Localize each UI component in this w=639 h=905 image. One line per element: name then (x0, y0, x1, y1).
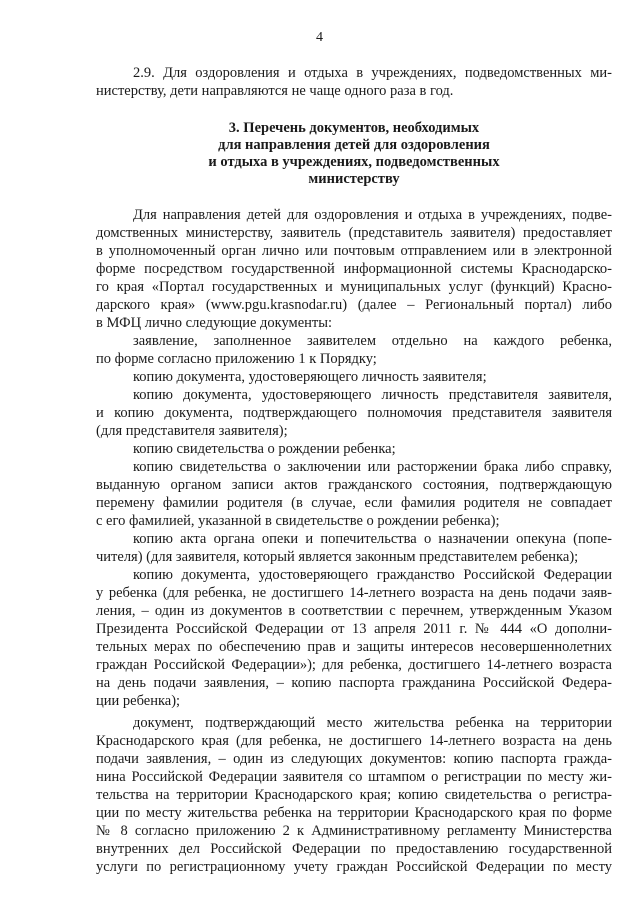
text-line: копию документа, удостоверяющего личность представителя заявителя, (133, 387, 612, 403)
text-line: дарского края» (www.pgu.krasnodar.ru) (далее – Региональный портал) либо (96, 297, 612, 313)
text-line: внутренних дел Российской Федерации по предоставлению государственной (96, 841, 612, 857)
text-line: в МФЦ лично следующие документы: (96, 315, 333, 331)
text-line: документ, подтверждающий место жительства ребенка на территории (133, 715, 612, 731)
text-line: Для направления детей для оздоровления и отдыха в учреждениях, подве- (133, 207, 612, 223)
text-line: го края «Портал государственных и муниципальных услуг (функций) Красно- (96, 279, 612, 295)
text-line: копию документа, удостоверяющего гражданство Российской Федерации (133, 567, 612, 583)
text-line: перемену фамилии родителя (в случае, если фамилия родителя не совпадает (96, 495, 612, 511)
text-line: подачи заявления, – один из следующих документов: копию паспорта гражда- (96, 751, 612, 767)
text-line: нистерству, дети направляются не чаще одного раза в год. (96, 83, 454, 99)
text-line: тельства на территории Краснодарского края; копию свидетельства о регистра- (96, 787, 612, 803)
text-line: на день подачи заявления, – копию паспорта гражданина Российской Федера- (96, 675, 612, 691)
section-title-line: 3. Перечень документов, необходимых (228, 120, 480, 136)
text-line: № 8 согласно приложению 2 к Административному регламенту Министерства (96, 823, 612, 839)
text-line: ции по месту жительства ребенка на территории Краснодарского края по форме (96, 805, 612, 821)
text-line: копию акта органа опеки и попечительства о назначении опекуна (попе- (133, 531, 612, 547)
text-line: нина Российской Федерации заявителя со штампом о регистрации по месту жи- (96, 769, 612, 785)
text-line: по форме согласно приложению 1 к Порядку; (96, 351, 377, 367)
text-line: копию свидетельства о рождении ребенка; (133, 441, 396, 457)
text-line: Президента Российской Федерации от 13 апреля 2011 г. № 444 «О дополни- (96, 621, 612, 637)
section-title-line: и отдыха в учреждениях, подведомственных (208, 154, 500, 170)
text-line: у ребенка (для ребенка, не достигшего 14-летнего возраста на день подачи заяв- (96, 585, 612, 601)
text-line: 2.9. Для оздоровления и отдыха в учреждениях, подведомственных ми- (133, 65, 612, 81)
text-line: и копию документа, подтверждающего полномочия представителя заявителя (96, 405, 612, 421)
text-line: граждан Российской Федерации»); для ребенка, достигшего 14-летнего возраста (96, 657, 612, 673)
section-title-line: министерству (308, 171, 400, 187)
text-line: ления, – один из документов в соответствии с перечнем, утвержденным Указом (96, 603, 612, 619)
text-line: копию документа, удостоверяющего личность заявителя; (133, 369, 487, 385)
text-line: Краснодарского края (для ребенка, не достигшего 14-летнего возраста на день (96, 733, 612, 749)
text-line: форме посредством государственной информационной системы Краснодарско- (96, 261, 612, 277)
text-line: чителя) (для заявителя, который является законным представителем ребенка); (96, 549, 579, 565)
text-line: услуги по регистрационному учету граждан Российской Федерации по месту (96, 859, 612, 875)
text-line: копию свидетельства о заключении или расторжении брака либо справку, (133, 459, 612, 475)
text-line: домственных министерству, заявитель (представитель заявителя) предоставляет (96, 225, 612, 241)
text-line: с его фамилией, указанной в свидетельстве о рождении ребенка); (96, 513, 500, 529)
text-line: заявление, заполненное заявителем отдельно на каждого ребенка, (133, 333, 612, 349)
text-line: (для представителя заявителя); (96, 423, 288, 439)
text-line: в уполномоченный орган лично или почтовым отправлением или в электронной (96, 243, 612, 259)
page-number: 4 (316, 30, 323, 45)
section-title-line: для направления детей для оздоровления (218, 137, 490, 153)
text-line: выданную органом записи актов гражданского состояния, подтверждающую (96, 477, 612, 493)
text-line: ции ребенка); (96, 693, 181, 709)
text-line: тельных мерах по обеспечению прав и защиты интересов несовершеннолетних (96, 639, 612, 655)
